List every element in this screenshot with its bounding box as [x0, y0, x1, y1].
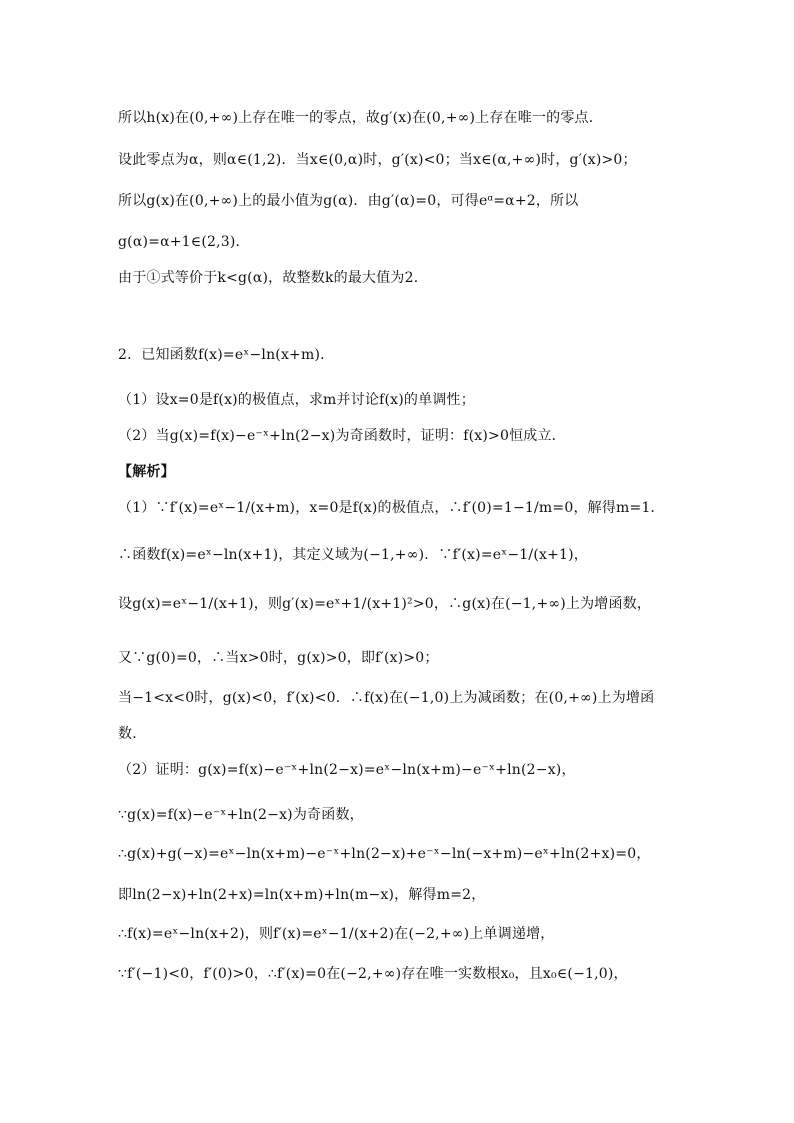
problem-part-2: （2）当g(x)=f(x)−e⁻ˣ+ln(2−x)为奇函数时，证明：f(x)>0恒成立． [118, 428, 566, 444]
problem-title: 2．已知函数f(x)=eˣ−ln(x+m)． [118, 347, 335, 363]
text-line: 设g(x)=eˣ−1/(x+1)，则g′(x)=eˣ+1/(x+1)²>0，∴g(x)在(−1,+∞)上为增函数， [118, 596, 652, 612]
text-line: 设此零点为α，则α∈(1,2)．当x∈(0,α)时，g′(x)<0；当x∈(α,+∞)时，g′(x)>0； [118, 152, 637, 168]
text-line: 所以g(x)在(0,+∞)上的最小值为g(α)．由g′(α)=0，可得eᵅ=α+2，所以 [118, 193, 579, 209]
text-line: 由于①式等价于k<g(α)，故整数k的最大值为2． [118, 270, 428, 286]
text-line: g(α)=α+1∈(2,3)． [118, 234, 250, 250]
text-line: 数． [118, 726, 147, 742]
text-line: （1）∵f′(x)=eˣ−1/(x+m)，x=0是f(x)的极值点，∴f′(0)=1−1/m=0，解得m=1． [118, 500, 665, 516]
text-line: ∴f(x)=eˣ−ln(x+2)，则f′(x)=eˣ−1/(x+2)在(−2,+∞)上单调递增， [118, 926, 555, 942]
text-line: ∴函数f(x)=eˣ−ln(x+1)，其定义域为(−1,+∞)．∵f′(x)=eˣ−1/(x+1)， [118, 547, 588, 563]
text-line: ∵g(x)=f(x)−e⁻ˣ+ln(2−x)为奇函数， [118, 807, 364, 823]
text-line: 所以h(x)在(0,+∞)上存在唯一的零点，故g′(x)在(0,+∞)上存在唯一的零点． [118, 110, 603, 126]
text-line: ∵f′(−1)<0，f′(0)>0，∴f′(x)=0在(−2,+∞)存在唯一实数根x₀，且x₀∈(−1,0)， [118, 966, 628, 982]
text-line: 当−1<x<0时，g(x)<0，f′(x)<0．∴f(x)在(−1,0)上为减函数；在(0,+∞)上为增函 [118, 690, 655, 706]
problem-part-1: （1）设x=0是f(x)的极值点，求m并讨论f(x)的单调性； [118, 392, 475, 408]
solution-heading: 【解析】 [118, 464, 175, 480]
text-line: ∴g(x)+g(−x)=eˣ−ln(x+m)−e⁻ˣ+ln(2−x)+e⁻ˣ−ln(−x+m)−eˣ+ln(2+x)=0， [118, 846, 651, 862]
text-line: 即ln(2−x)+ln(2+x)=ln(x+m)+ln(m−x)，解得m=2， [118, 887, 486, 903]
text-line: （2）证明：g(x)=f(x)−e⁻ˣ+ln(2−x)=eˣ−ln(x+m)−e⁻ˣ+ln(2−x)， [118, 762, 576, 778]
text-line: 又∵g(0)=0，∴当x>0时，g(x)>0，即f′(x)>0； [118, 650, 439, 666]
